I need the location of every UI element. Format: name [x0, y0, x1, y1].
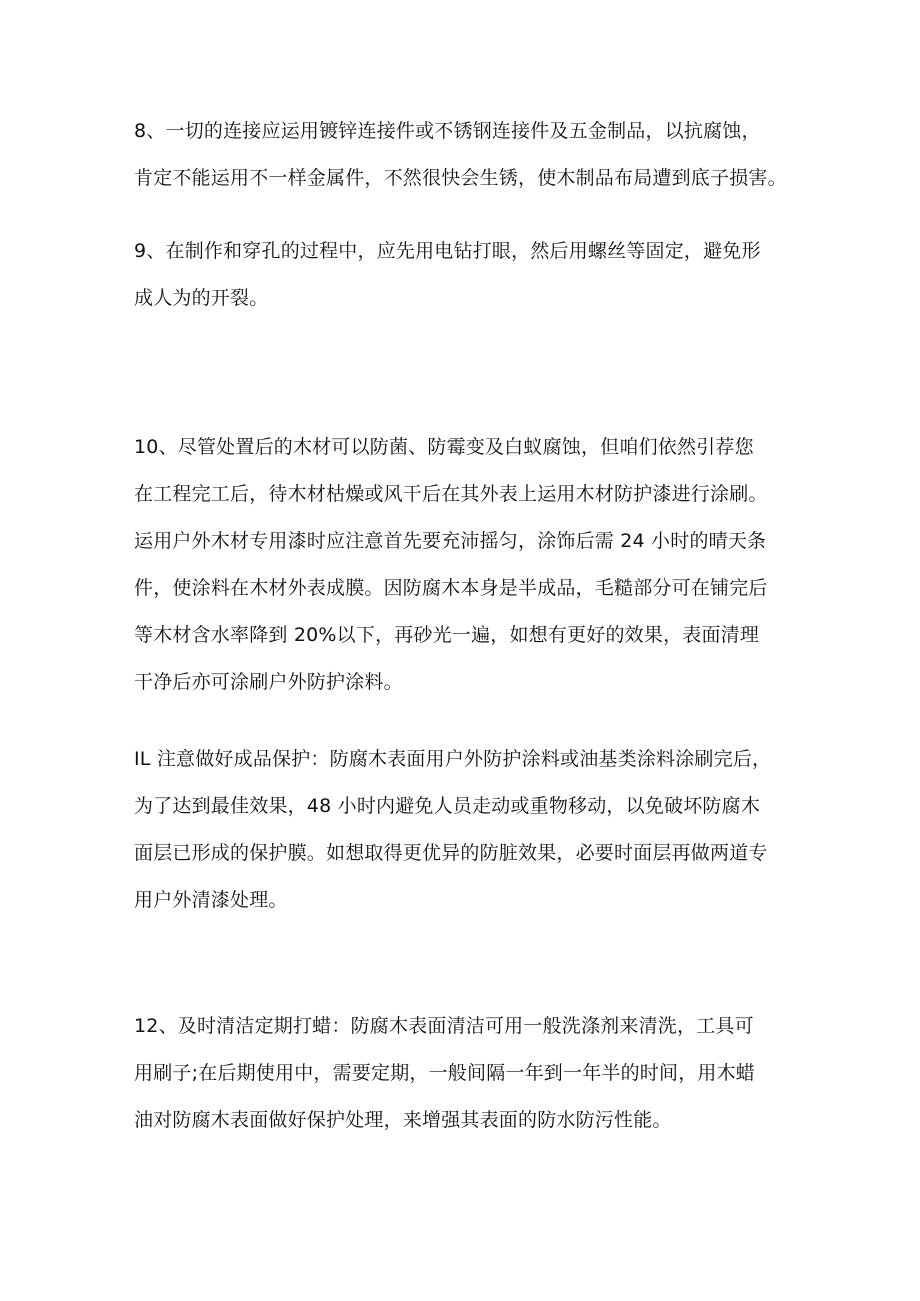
text-line: 面层已形成的保护膜。如想取得更优异的防脏效果，必要时面层再做两道专	[134, 842, 768, 864]
text-line: 用刷子;在后期使用中，需要定期，一般间隔一年到一年半的时间，用木蜡	[134, 1062, 756, 1084]
text-line: IL 注意做好成品保护：防腐木表面用户外防护涂料或油基类涂料涂刷完后，	[134, 748, 772, 770]
text-line: 肯定不能运用不一样金属件，不然很快会生锈，使木制品布局遭到底子损害。	[134, 167, 787, 189]
paragraph-9	[134, 228, 794, 322]
text-line: 9、在制作和穿孔的过程中，应先用电钻打眼，然后用螺丝等固定，避免形	[134, 240, 761, 262]
text-line: 件，使涂料在木材外表成膜。因防腐木本身是半成品，毛糙部分可在铺完后	[134, 577, 768, 599]
text-line: 等木材含水率降到 20%以下，再砂光一遍，如想有更好的效果，表面清理	[134, 624, 760, 646]
text-line: 成人为的开裂。	[134, 287, 269, 309]
paragraph-12	[134, 1003, 794, 1144]
text-line: 油对防腐木表面做好保护处理，来增强其表面的防水防污性能。	[134, 1109, 672, 1131]
text-line: 为了达到最佳效果，48 小时内避免人员走动或重物移动，以免破坏防腐木	[134, 795, 761, 817]
paragraph-11	[134, 736, 794, 924]
text-line: 在工程完工后，待木材枯燥或风干后在其外表上运用木材防护漆进行涂刷。	[134, 483, 768, 505]
text-line: 12、及时清洁定期打蜡：防腐木表面清洁可用一般洗涤剂来清洗，工具可	[134, 1015, 754, 1037]
text-line: 运用户外木材专用漆时应注意首先要充沛摇匀，涂饰后需 24 小时的晴天条	[134, 530, 767, 552]
text-line: 10、尽管处置后的木材可以防菌、防霉变及白蚁腐蚀，但咱们依然引荐您	[134, 436, 754, 458]
text-line: 用户外清漆处理。	[134, 889, 288, 911]
text-line: 干净后亦可涂刷户外防护涂料。	[134, 671, 403, 693]
text-line: 8、一切的连接应运用镀锌连接件或不锈钢连接件及五金制品，以抗腐蚀，	[134, 120, 761, 142]
paragraph-8	[134, 108, 794, 202]
paragraph-10	[134, 424, 794, 706]
